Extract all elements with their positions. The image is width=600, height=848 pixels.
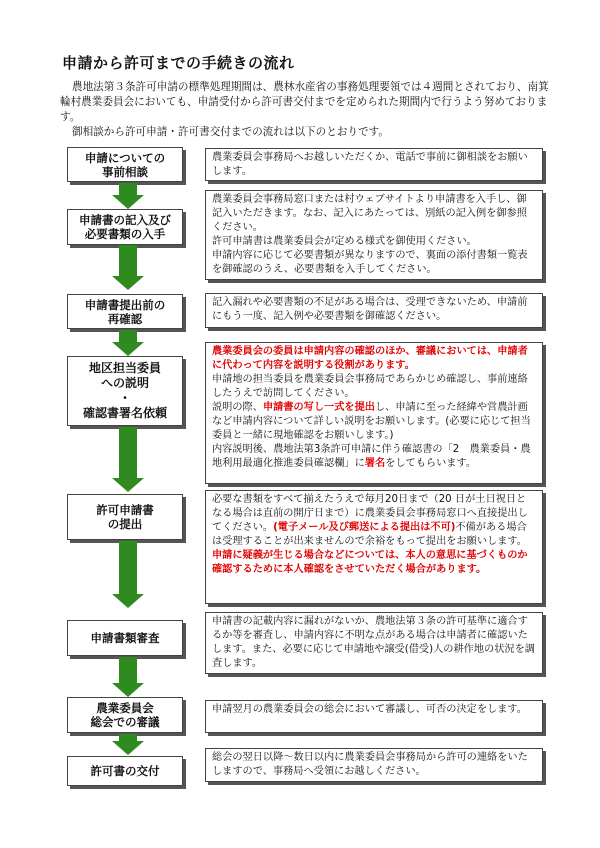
step-box-application-form: 申請書の記入及び 必要書類の入手	[67, 209, 183, 245]
desc-box-permit-delivery: 総会の翌日以降～数日以内に農業委員会事務局から許可の連絡をいたしますので、事務局へ受領にお越しください。	[205, 748, 543, 782]
intro-paragraph-1: 農地法第３条許可申請の標準処理期間は、農林水産省の事務処理要領では４週間とされており、南箕輪村農業委員会においても、申請受付から許可書交付までを定められた期間内で行うよう努めております。	[60, 81, 549, 123]
step-box-review: 申請書類審査	[67, 620, 183, 656]
desc-box-submission: 必要な書類をすべて揃えたうえで毎月20日まで（20 日が土日祝日となる場合は直前の開庁日まで）に農業委員会事務局窓口へ直接提出してください。(電子メール及び郵送による提出は不可)不備がある場合は受理することが出来ませんので余裕をもって提出をお願いします。 申請に疑義が生じる場合などについては、本人の意思に基づくものか確認するために本人確認をさせていただく場合があります。	[205, 490, 543, 604]
page-title: 申請から許可までの手続きの流れ	[62, 54, 295, 72]
desc-box-review: 申請書の記載内容に漏れがないか、農地法第３条の許可基準に適合するか等を審査し、申請内容に不明な点がある場合は申請者に確認いたします。また、必要に応じて申請地や譲受(借受)人の耕作地の状況を調査します。	[205, 612, 543, 674]
intro-text	[60, 80, 558, 140]
desc-box-application-form: 農業委員会事務局窓口または村ウェブサイトより申請書を入手し、御記入いただきます。なお、記入にあたっては、別紙の記入例を御参照ください。 許可申請書は農業委員会が定める様式を御使用ください。 申請内容に応じて必要書類が異なりますので、裏面の添付書類一覧表を御確認のうえ、必要書類を入手してください。	[205, 190, 543, 280]
desc-box-district-committee: 農業委員会の委員は申請内容の確認のほか、審議においては、申請者に代わって内容を説明する役割があります。 申請地の担当委員を農業委員会事務局であらかじめ確認し、事前連絡したうえで訪問してください。 説明の際、申請書の写し一式を提出し、申請に至った経緯や営農計画など申請内容について詳しい説明をお願いします。(必要に応じて担当委員と一緒に現地確認をお願いします。) 内容説明後、農地法第3条許可申請に伴う確認書の「2 農業委員・農地利用最適化推進委員確認欄」に署名をしてもらいます。	[205, 342, 543, 484]
step-box-general-meeting: 農業委員会 総会での審議	[67, 697, 183, 733]
step-box-permit-delivery: 許可書の交付	[67, 756, 183, 786]
desc-box-general-meeting: 申請翌月の農業委員会の総会において審議し、可否の決定をします。	[205, 700, 543, 733]
desc-box-consultation: 農業委員会事務局へお越しいただくか、電話で事前に御相談をお願いします。	[205, 148, 543, 181]
step-box-submission: 許可申請書 の提出	[67, 494, 183, 540]
step-box-consultation: 申請についての 事前相談	[67, 147, 183, 182]
intro-paragraph-2: 御相談から許可申請・許可書交付までの流れは以下のとおりです。	[72, 126, 389, 138]
step-box-recheck: 申請書提出前の 再確認	[67, 294, 183, 329]
step-box-district-committee: 地区担当委員 への説明 ・ 確認書署名依頼	[67, 356, 183, 426]
desc-box-recheck: 記入漏れや必要書類の不足がある場合は、受理できないため、申請前にもう一度、記入例や必要書類を御確認ください。	[205, 293, 543, 328]
